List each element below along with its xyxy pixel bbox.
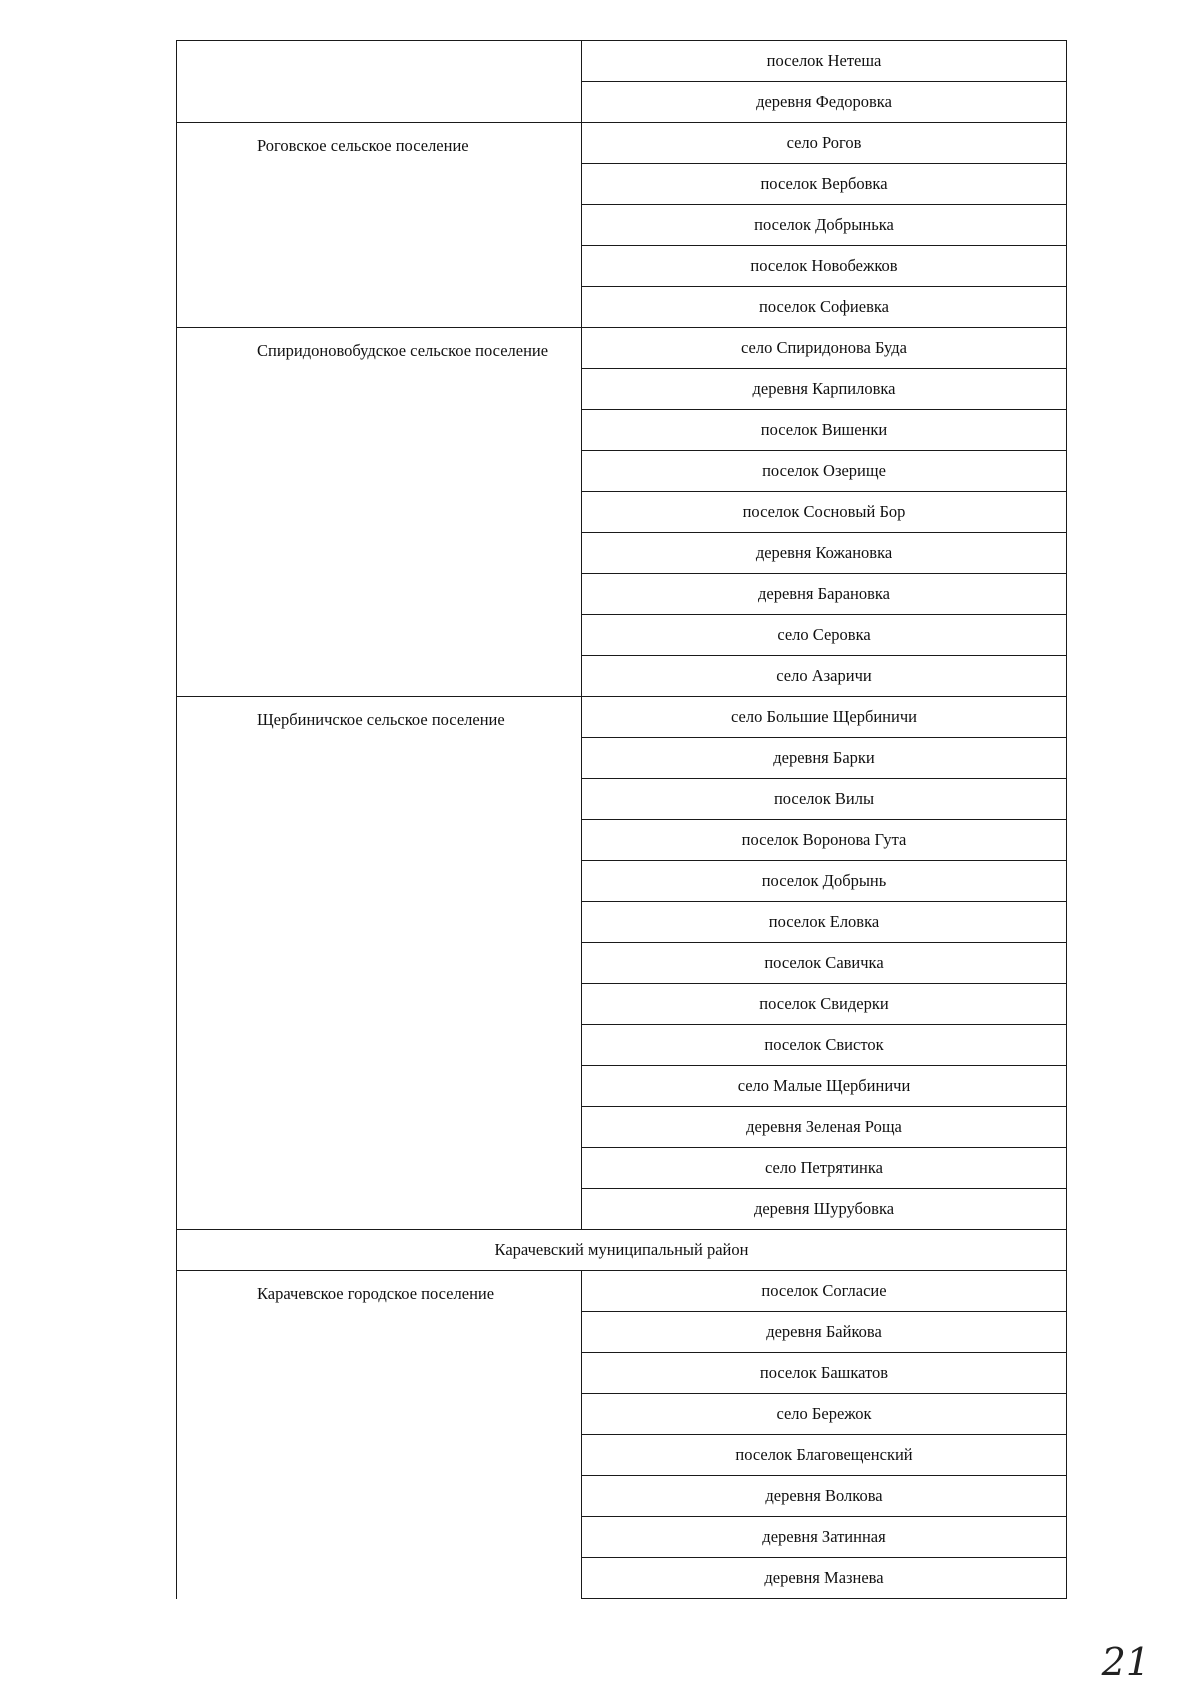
locality-cell: село Большие Щербиничи <box>582 697 1067 738</box>
locality-cell: деревня Мазнева <box>582 1558 1067 1599</box>
locality-cell: поселок Озерище <box>582 451 1067 492</box>
locality-cell: село Спиридонова Буда <box>582 328 1067 369</box>
locality-cell: поселок Благовещенский <box>582 1435 1067 1476</box>
locality-cell: деревня Волкова <box>582 1476 1067 1517</box>
locality-cell: поселок Добрынь <box>582 861 1067 902</box>
settlements-table <box>176 40 1067 1599</box>
locality-cell: деревня Шурубовка <box>582 1189 1067 1230</box>
locality-cell: поселок Еловка <box>582 902 1067 943</box>
locality-cell: деревня Федоровка <box>582 82 1067 123</box>
page-number: 21 <box>1101 1640 1150 1684</box>
table-row <box>177 697 1067 738</box>
locality-cell: деревня Барановка <box>582 574 1067 615</box>
locality-cell: село Петрятинка <box>582 1148 1067 1189</box>
district-heading: Карачевский муниципальный район <box>177 1230 1067 1271</box>
locality-cell: село Азаричи <box>582 656 1067 697</box>
settlement-name-cell <box>177 41 582 123</box>
table-row <box>177 123 1067 164</box>
locality-cell: село Малые Щербиничи <box>582 1066 1067 1107</box>
locality-cell: деревня Барки <box>582 738 1067 779</box>
locality-cell: деревня Зеленая Роща <box>582 1107 1067 1148</box>
locality-cell: деревня Байкова <box>582 1312 1067 1353</box>
locality-cell: поселок Софиевка <box>582 287 1067 328</box>
settlement-name-cell: Щербиничское сельское поселение <box>177 697 582 1230</box>
locality-cell: село Серовка <box>582 615 1067 656</box>
locality-cell: поселок Добрынька <box>582 205 1067 246</box>
district-row <box>177 1230 1067 1271</box>
locality-cell: поселок Савичка <box>582 943 1067 984</box>
table-row <box>177 41 1067 82</box>
locality-cell: поселок Башкатов <box>582 1353 1067 1394</box>
locality-cell: поселок Нетеша <box>582 41 1067 82</box>
locality-cell: поселок Вербовка <box>582 164 1067 205</box>
locality-cell: поселок Сосновый Бор <box>582 492 1067 533</box>
locality-cell: деревня Кожановка <box>582 533 1067 574</box>
locality-cell: поселок Свидерки <box>582 984 1067 1025</box>
settlement-name-cell: Карачевское городское поселение <box>177 1271 582 1599</box>
settlements-table-body <box>177 41 1067 1599</box>
locality-cell: поселок Воронова Гута <box>582 820 1067 861</box>
locality-cell: поселок Вишенки <box>582 410 1067 451</box>
table-row <box>177 328 1067 369</box>
locality-cell: поселок Свисток <box>582 1025 1067 1066</box>
locality-cell: деревня Карпиловка <box>582 369 1067 410</box>
locality-cell: поселок Новобежков <box>582 246 1067 287</box>
locality-cell: поселок Согласие <box>582 1271 1067 1312</box>
locality-cell: село Рогов <box>582 123 1067 164</box>
locality-cell: село Бережок <box>582 1394 1067 1435</box>
settlement-name-cell: Спиридоновобудское сельское поселение <box>177 328 582 697</box>
settlement-name-cell: Роговское сельское поселение <box>177 123 582 328</box>
table-row <box>177 1271 1067 1312</box>
locality-cell: поселок Вилы <box>582 779 1067 820</box>
locality-cell: деревня Затинная <box>582 1517 1067 1558</box>
